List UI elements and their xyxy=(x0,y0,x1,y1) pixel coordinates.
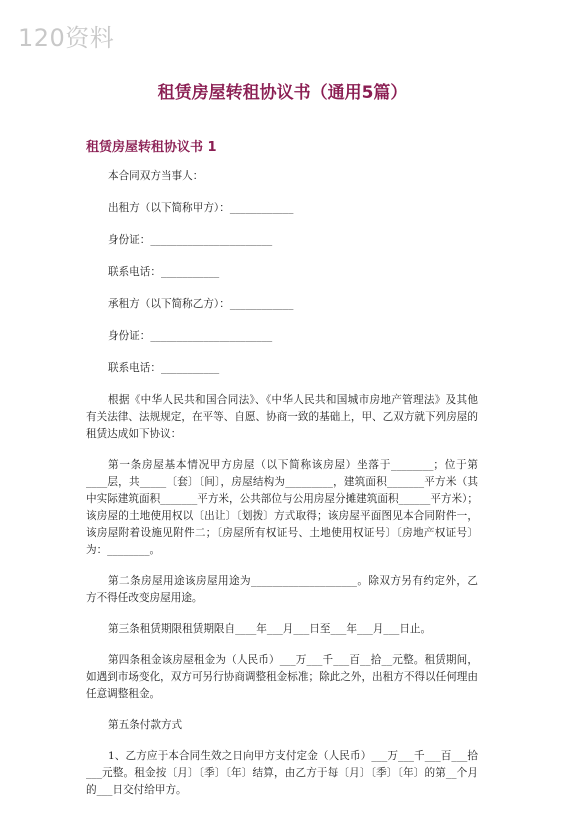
lessor-line: 出租方（以下简称甲方）：____________ xyxy=(108,202,294,214)
document-title: 租赁房屋转租协议书（通用5篇） xyxy=(157,83,408,103)
article-3-paragraph: 第三条租赁期限租赁期限自____年___月___日至___年___月___日止。 xyxy=(108,623,432,635)
article-5-heading: 第五条付款方式 xyxy=(108,719,183,731)
parties-intro: 本合同双方当事人： xyxy=(108,170,204,182)
article-1-paragraph: 第一条房屋基本情况甲方房屋（以下简称该房屋）坐落于________；位于第____层，共_____〔套〕〔间〕，房屋结构为_________，建筑面积_______平方米（其中实际建筑面积_______平方米，公共部位与公用房屋分摊建筑面积______平方米）；该房屋的土地使用权以〔出让〕〔划拨〕方式取得；该房屋平面图见本合同附件一，该房屋附着设施见附件二；〔房屋所有权证号、土地使用权证号〕〔房地产权证号〕为：________。 xyxy=(86,459,478,556)
section-heading: 租赁房屋转租协议书 1 xyxy=(86,140,217,155)
article-4-paragraph: 第四条租金该房屋租金为（人民币）___万___千___百__拾__元整。租赁期间，如遇到市场变化，双方可另行协商调整租金标准；除此之外，出租方不得以任何理由任意调整租金。 xyxy=(86,654,478,700)
preamble-paragraph: 根据《中华人民共和国合同法》、《中华人民共和国城市房地产管理法》及其他有关法律、法规规定，在平等、自愿、协商一致的基础上，甲、乙双方就下列房屋的租赁达成如下协议： xyxy=(86,394,478,440)
lessor-phone-line: 联系电话：___________ xyxy=(108,266,220,278)
lessee-phone-line: 联系电话：___________ xyxy=(108,362,220,374)
lessor-id-line: 身份证：_______________________ xyxy=(108,234,273,246)
article-2-paragraph: 第二条房屋用途该房屋用途为____________________。除双方另有约定外，乙方不得任改变房屋用途。 xyxy=(86,575,478,604)
watermark-logo: 120资料 xyxy=(18,24,115,52)
document-body xyxy=(86,168,478,813)
lessee-line: 承租方（以下简称乙方）：____________ xyxy=(108,298,294,310)
article-5-clause-1: 1、乙方应于本合同生效之日向甲方支付定金（人民币）___万___千___百___拾___元整。租金按〔月〕〔季〕〔年〕结算，由乙方于每〔月〕〔季〕〔年〕的第__个月的___日交付给甲方。 xyxy=(86,750,478,796)
lessee-id-line: 身份证：_______________________ xyxy=(108,330,273,342)
